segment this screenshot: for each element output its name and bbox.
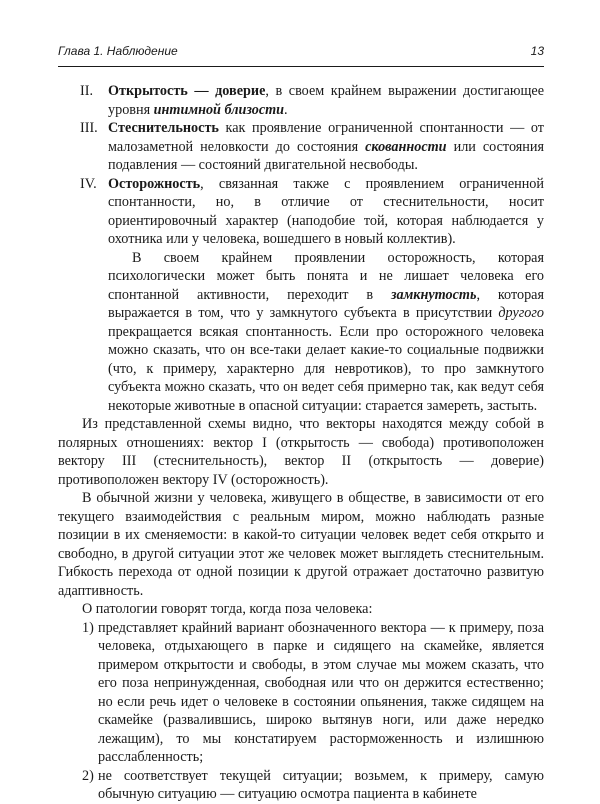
item-text: , связанная также с проявлением ограниченной спонтанности, но, в отличие от стеснительности, носит ориентировочный характер (наподобие той, которая наблюдается у охотника или у человека, вошедшего в новый коллектив).	[108, 175, 544, 247]
item-text: прекращается всякая спонтанность. Если про осторожного человека можно сказать, что он все-таки делает какие-то социальные подвижки (что, к примеру, характерно для невротиков), то про замкнутого субъекта можно сказать, что он ведет себя примерно так, как ведут себя некоторые животные в опасной ситуации: старается замереть, застыть.	[108, 323, 544, 414]
paragraph: Из представленной схемы видно, что векторы находятся между собой в полярных отношениях: вектор I (открытость — свобода) противоположен вектору III (стеснительность), вектор II (открытость — доверие) противоположен вектору IV (осторожность).	[58, 416, 544, 488]
item-text: В своем крайнем проявлении осторожность, которая психологически может быть понята и не лишает человека его спонтанной активности, переходит в	[108, 249, 544, 303]
list-marker: 2)	[82, 767, 94, 784]
emphasis: интимной близости	[153, 101, 285, 118]
item-text: как проявление ограниченной спонтанности — от малозаметной неловкости до состояния	[108, 120, 544, 155]
paragraph: В обычной жизни у человека, живущего в обществе, в зависимости от его текущего взаимодействия с реальным миром, можно наблюдать разные позиции в их сменяемости: в какой-то ситуации человек ведет себя открыто и свободно, в другой ситуации этот же человек может выглядеть стеснительным. Гибкость перехода от одной позиции к другой отражает достаточно развитую адаптивность.	[58, 490, 544, 599]
list-marker: III.	[80, 120, 98, 136]
item-text: или состояния подавления — состояний двигательной несвободы.	[108, 138, 544, 173]
paragraph: О патологии говорят тогда, когда поза человека:	[82, 601, 373, 617]
list-marker: IV.	[80, 175, 97, 192]
list-marker: 1)	[82, 619, 94, 636]
page-number: 13	[530, 44, 544, 58]
running-header	[58, 44, 544, 64]
item-paragraph	[108, 175, 544, 249]
item-text: не соответствует текущей ситуации; возьмем, к примеру, самую обычную ситуацию — ситуацию осмотра пациента в кабинете	[98, 767, 544, 802]
term: Открытость — доверие	[108, 83, 266, 99]
item-text: .	[284, 101, 288, 118]
page-body	[58, 82, 544, 804]
numbered-item	[58, 767, 544, 804]
numbered-item	[58, 619, 544, 767]
term: Осторожность	[108, 175, 201, 192]
item-text: , которая выражается в том, что у замкнутого субъекта в присутствии	[108, 286, 544, 321]
emphasis: замкнутость	[390, 286, 477, 303]
list-item-iv	[58, 175, 544, 416]
list-item-ii	[58, 82, 544, 119]
list-marker: II.	[80, 83, 93, 99]
item-text: представляет крайний вариант обозначенного вектора — к примеру, поза человека, отдыхающего в парке и сидящего на скамейке, является примером открытости и свободы, в этом случае мы можем сказать, что его поза непринужденная, свободная или что он держится естественно; но если речь идет о человеке в состоянии опьянения, также сидящем на скамейке (развалившись, широко вытянув ноги, или даже нередко лежащим), то мы констатируем расторможенность и излишнюю расслабленность;	[98, 619, 544, 765]
emphasis: скованности	[365, 138, 447, 155]
item-text: , в своем крайнем выражении достигающее уровня	[108, 83, 544, 118]
list-item-iii	[58, 119, 544, 175]
term: Стеснительность	[108, 120, 219, 136]
chapter-title: Глава 1. Наблюдение	[58, 44, 178, 58]
item-paragraph	[108, 249, 544, 416]
header-rule	[58, 66, 544, 67]
emphasis: другого	[498, 305, 544, 321]
